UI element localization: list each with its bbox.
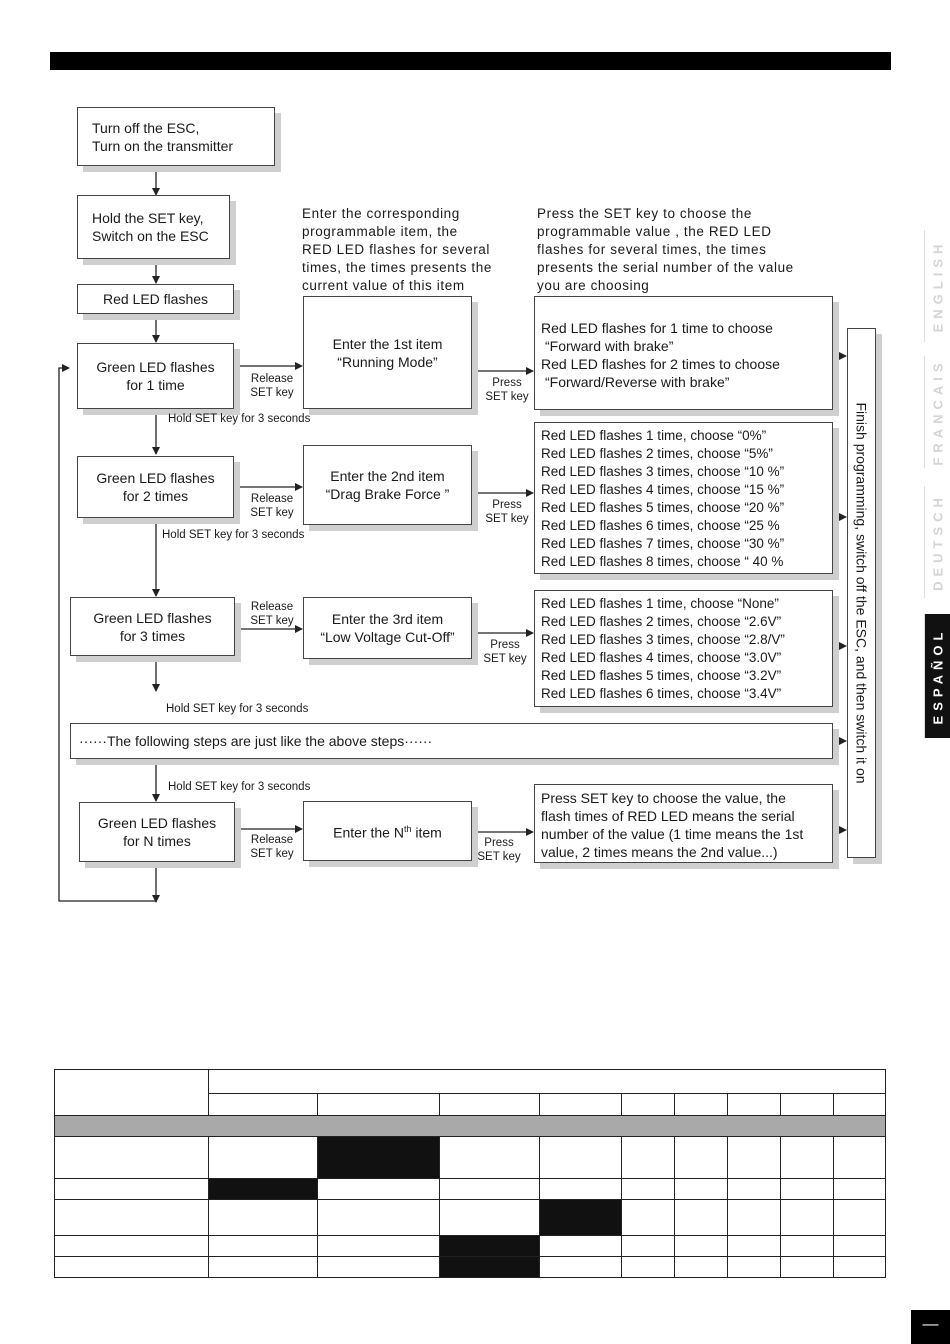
values-n-box: Press SET key to choose the value, the flash times of RED LED means the serial number of the value (1 time means the 1st value, 2 times means the 2nd value...): [534, 784, 833, 863]
following-steps-box: ······The following steps are just like the above steps······: [70, 723, 833, 759]
green-led-1-box: Green LED flashes for 1 time: [77, 343, 234, 409]
green-led-3-box: Green LED flashes for 3 times: [70, 597, 235, 656]
green-led-n-box: Green LED flashes for N times: [79, 802, 235, 862]
press-label-n: Press SET key: [477, 837, 521, 863]
release-label-1: Release SET key: [250, 373, 294, 399]
table-header-span-cell: [208, 1070, 885, 1094]
release-label-3: Release SET key: [250, 601, 294, 627]
hold-label-2: Hold SET key for 3 seconds: [162, 529, 305, 541]
item-2-box: Enter the 2nd item “Drag Brake Force ”: [303, 445, 472, 525]
press-label-2: Press SET key: [485, 499, 529, 525]
values-1-box: Red LED flashes for 1 time to choose “Forward with brake” Red LED flashes for 2 times to choose “Forward/Reverse with brake”: [534, 296, 833, 410]
value-description: Press the SET key to choose the programmable value , the RED LED flashes for several times, the times presents the serial number of the value you are choosing: [537, 206, 794, 293]
release-label-2: Release SET key: [250, 493, 294, 519]
table-section-bar: [55, 1116, 886, 1137]
table-default-cell: [540, 1200, 622, 1236]
item-1-box: Enter the 1st item “Running Mode”: [303, 296, 472, 409]
tab-francais[interactable]: FRANCAIS: [924, 356, 950, 468]
tab-espanol[interactable]: ESPAÑOL: [924, 614, 950, 738]
hold-set-box: Hold the SET key, Switch on the ESC: [77, 195, 230, 259]
table-default-cell: [208, 1179, 317, 1200]
hold-label-3: Hold SET key for 3 seconds: [166, 703, 309, 715]
table-row: [55, 1179, 886, 1200]
finish-box: Finish programming, switch off the ESC, and then switch it on: [847, 328, 876, 858]
hold-label-4: Hold SET key for 3 seconds: [168, 781, 311, 793]
red-led-box: Red LED flashes: [77, 284, 234, 314]
table-section-row: [55, 1116, 886, 1137]
release-label-n: Release SET key: [250, 834, 294, 860]
green-led-2-box: Green LED flashes for 2 times: [77, 456, 234, 518]
values-3-box: Red LED flashes 1 time, choose “None” Red LED flashes 2 times, choose “2.6V” Red LED flashes 3 times, choose “2.8/V” Red LED flashes 4 times, choose “3.0V” Red LED flashes 5 times, choose “3.2V” Red LED flashes 6 times, choose “3.4V”: [534, 590, 833, 707]
table-header-label-cell: [55, 1070, 209, 1116]
item-3-box: Enter the 3rd item “Low Voltage Cut-Off”: [303, 597, 472, 659]
hold-label-1: Hold SET key for 3 seconds: [168, 413, 311, 425]
press-label-3: Press SET key: [483, 639, 527, 665]
table-row: [55, 1137, 886, 1179]
table-header-row: [55, 1070, 886, 1094]
item-n-box: Enter the $N^{th}$ item: [303, 801, 472, 861]
item-description: Enter the corresponding programmable item, the RED LED flashes for several times, the times presents the current value of this item: [302, 206, 492, 293]
values-2-box: Red LED flashes 1 time, choose “0%” Red LED flashes 2 times, choose “5%” Red LED flashes 3 times, choose “10 %” Red LED flashes 4 times, choose “15 %” Red LED flashes 5 times, choose “20 %” Red LED flashes 6 times, choose “25 % Red LED flashes 7 times, choose “30 %” Red LED flashes 8 times, choose “ 40 %: [534, 422, 833, 574]
press-label-1: Press SET key: [485, 377, 529, 403]
table-default-cell: [317, 1137, 439, 1179]
table-row: [55, 1236, 886, 1257]
tab-english[interactable]: ENGLISH: [924, 230, 950, 342]
page-marker: —: [911, 1310, 950, 1344]
tab-deutsch[interactable]: DEUTSCH: [924, 486, 950, 598]
table-row: [55, 1257, 886, 1278]
table-row: [55, 1200, 886, 1236]
settings-table: [54, 1069, 886, 1278]
table-default-cell: [439, 1257, 540, 1278]
table-default-cell: [439, 1236, 540, 1257]
start-box: Turn off the ESC, Turn on the transmitter: [77, 107, 275, 166]
